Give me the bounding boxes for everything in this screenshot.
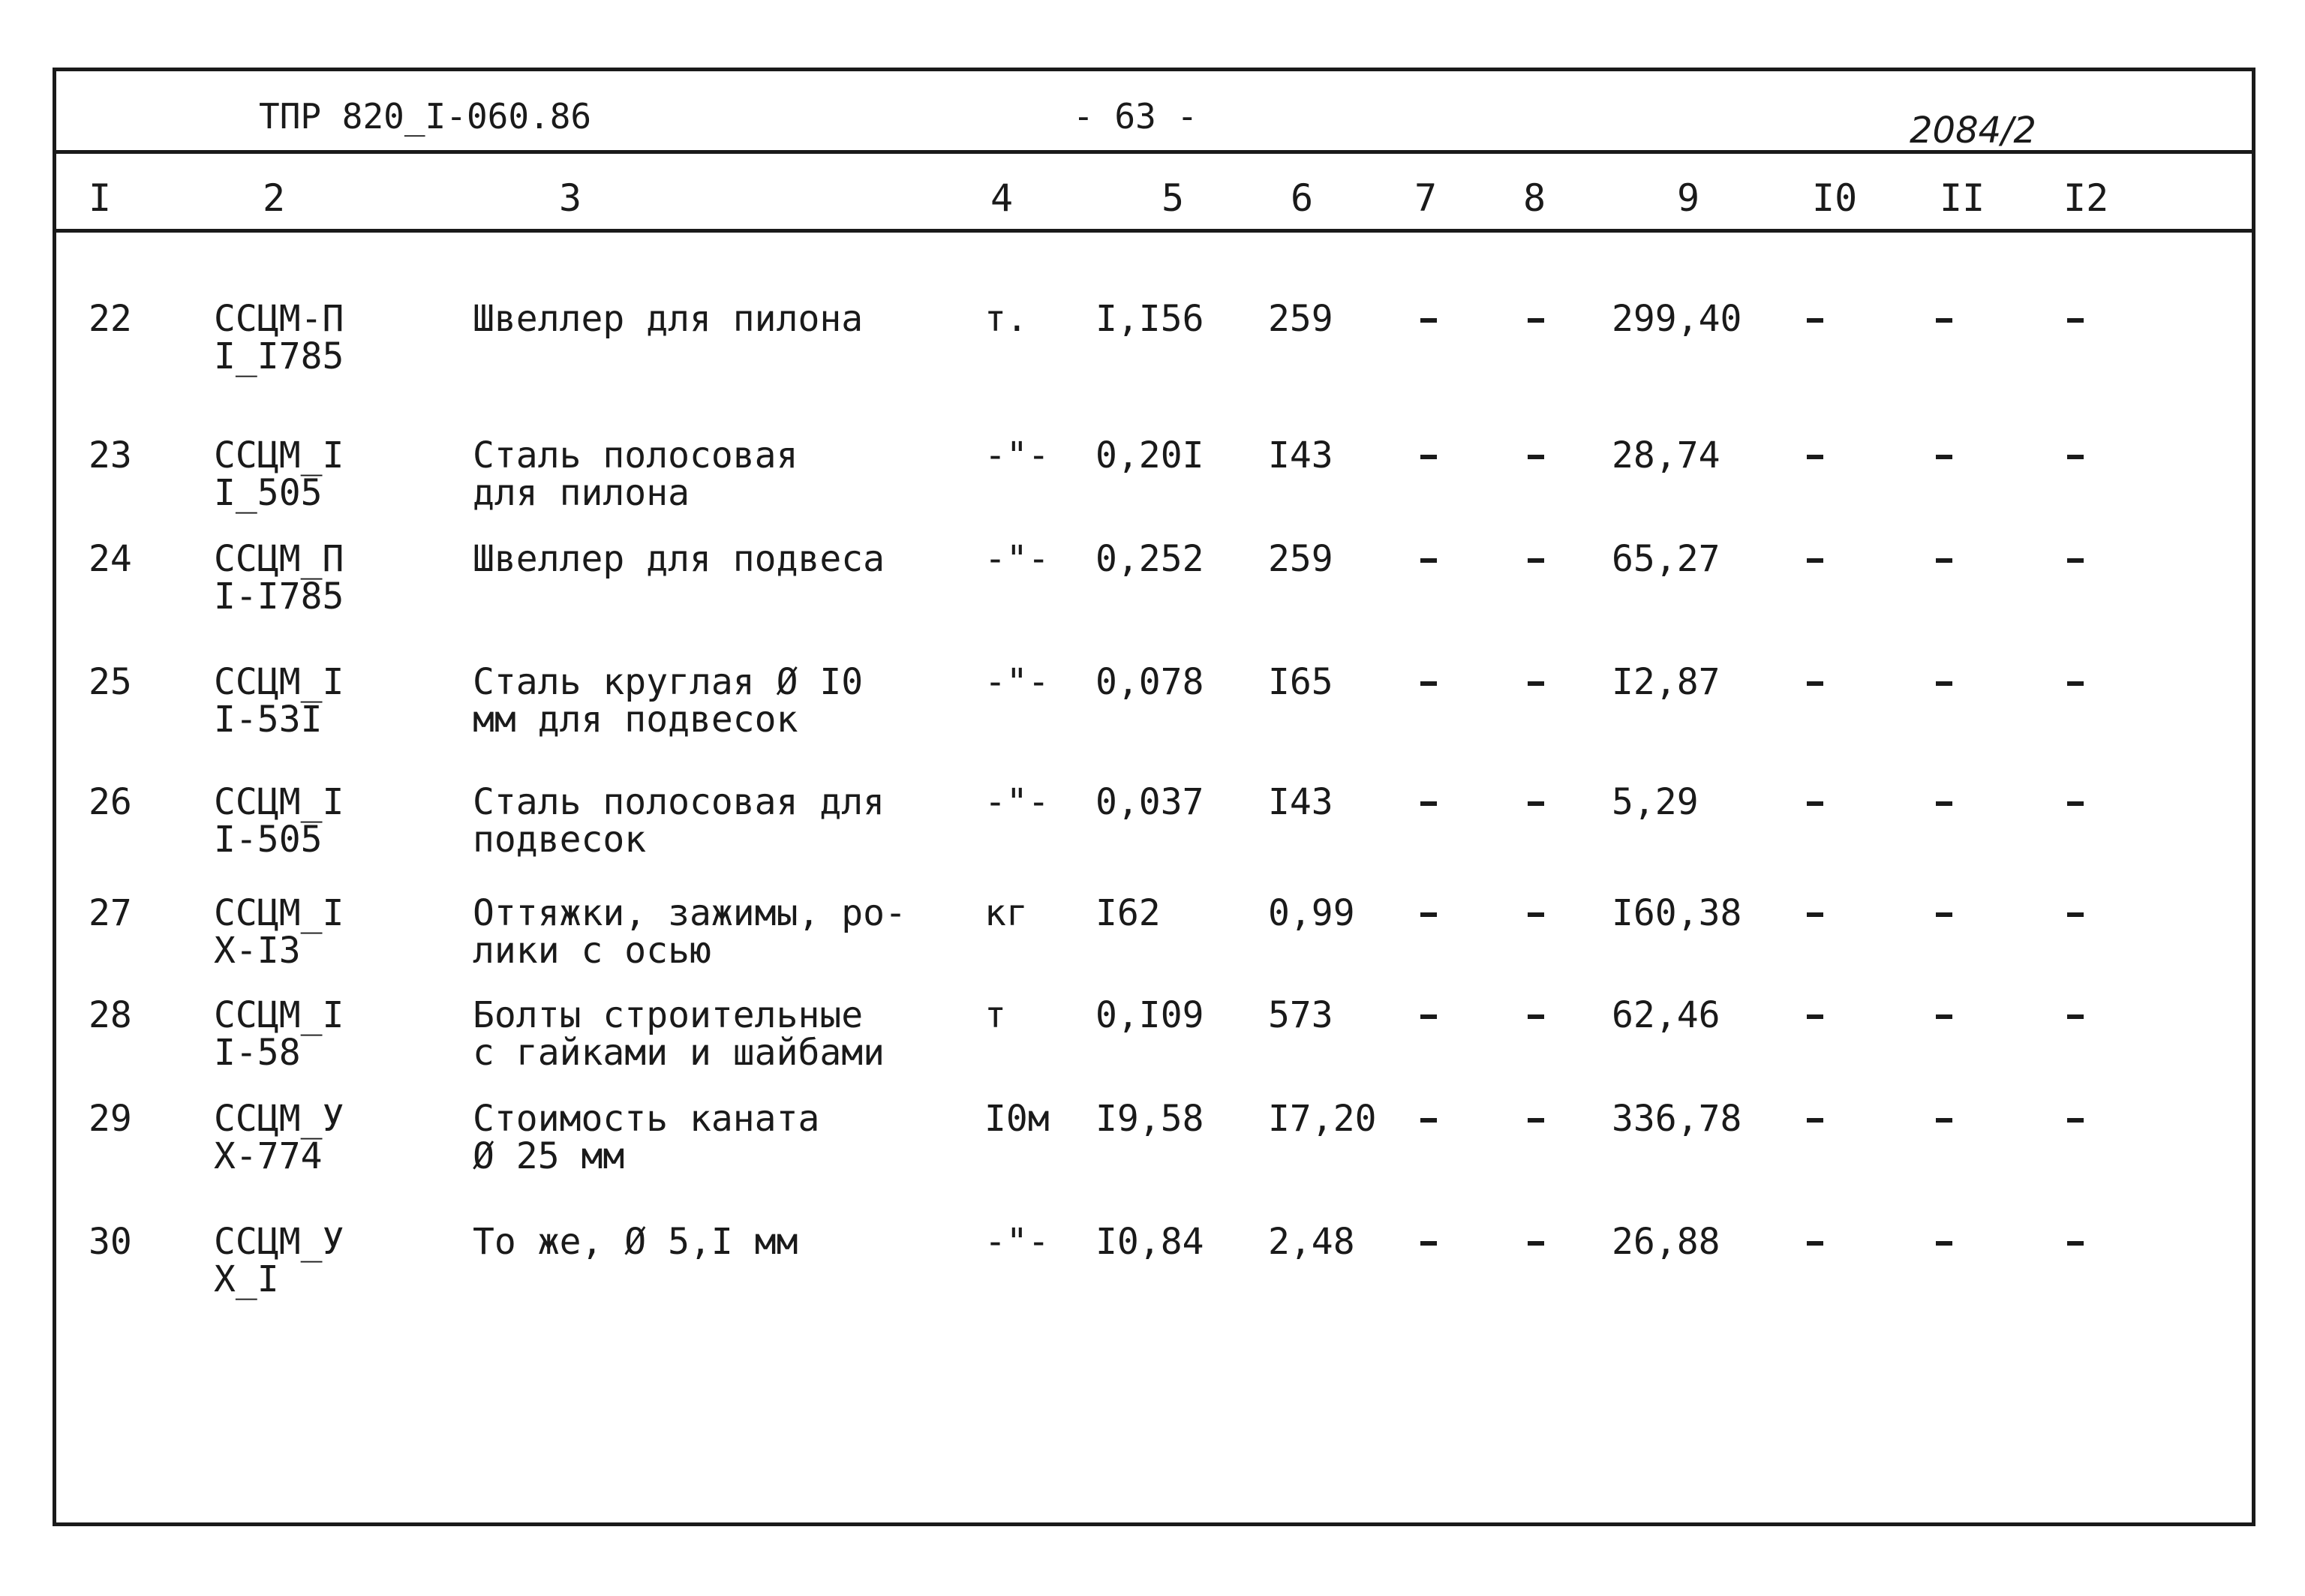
row-unit: -"- — [984, 661, 1050, 703]
row-price: I65 — [1268, 661, 1333, 703]
column-number: I — [89, 176, 112, 220]
row-name-line: Оттяжки, зажимы, ро- — [473, 892, 906, 934]
row-qty: I,I56 — [1095, 298, 1204, 340]
row-code-line: I-53I — [214, 699, 323, 741]
row-number: 25 — [89, 661, 132, 703]
empty-value-dash — [2067, 1014, 2084, 1019]
row-name-line: мм для подвесок — [473, 699, 798, 741]
column-number: II — [1940, 176, 1985, 220]
row-qty: I9,58 — [1095, 1098, 1204, 1140]
row-unit: -"- — [984, 538, 1050, 580]
row-number: 29 — [89, 1098, 132, 1140]
empty-value-dash — [1807, 558, 1823, 563]
empty-value-dash — [1807, 318, 1823, 323]
empty-value-dash — [1528, 681, 1544, 686]
row-number: 26 — [89, 781, 132, 823]
empty-value-dash — [1420, 455, 1437, 459]
row-code-line: X-I3 — [214, 930, 301, 972]
row-total: 65,27 — [1612, 538, 1720, 580]
row-total: 28,74 — [1612, 434, 1720, 476]
row-price: 2,48 — [1268, 1221, 1355, 1263]
empty-value-dash — [1807, 455, 1823, 459]
empty-value-dash — [1807, 801, 1823, 806]
empty-value-dash — [1420, 318, 1437, 323]
empty-value-dash — [1528, 1014, 1544, 1019]
sheet-number: 2084/2 — [1910, 110, 2036, 152]
empty-value-dash — [2067, 801, 2084, 806]
row-code-line: X-774 — [214, 1135, 323, 1177]
empty-value-dash — [1420, 558, 1437, 563]
row-code-line: ССЦМ_П — [214, 538, 344, 580]
empty-value-dash — [2067, 1118, 2084, 1123]
row-name-line: для пилона — [473, 472, 690, 514]
row-code — [214, 300, 344, 375]
column-number: 4 — [990, 176, 1014, 220]
row-code — [214, 538, 344, 618]
row-total: I2,87 — [1612, 661, 1720, 703]
row-total: 299,40 — [1612, 298, 1742, 340]
empty-value-dash — [1420, 1014, 1437, 1019]
row-number: 23 — [89, 434, 132, 476]
row-code-line: ССЦМ_У — [214, 1098, 344, 1140]
row-unit: -"- — [984, 1221, 1050, 1263]
row-unit: I0м — [984, 1098, 1050, 1140]
empty-value-dash — [1807, 681, 1823, 686]
row-number: 24 — [89, 538, 132, 580]
empty-value-dash — [1528, 912, 1544, 917]
empty-value-dash — [1936, 681, 1952, 686]
empty-value-dash — [1807, 912, 1823, 917]
row-number: 28 — [89, 994, 132, 1036]
row-price: I43 — [1268, 434, 1333, 476]
row-code-line: ССЦМ_I — [214, 994, 344, 1036]
row-name-line: Швеллер для пилона — [473, 298, 864, 340]
column-number: 8 — [1523, 176, 1546, 220]
row-name — [473, 434, 798, 514]
empty-value-dash — [1936, 1118, 1952, 1123]
row-number: 22 — [89, 298, 132, 340]
row-total: 26,88 — [1612, 1221, 1720, 1263]
empty-value-dash — [1807, 1118, 1823, 1123]
row-name — [473, 1223, 798, 1261]
row-name — [473, 1100, 819, 1175]
row-name-line: лики с осью — [473, 930, 711, 972]
row-code-line: ССЦМ_I — [214, 434, 344, 476]
row-code-line: ССЦМ_I — [214, 892, 344, 934]
row-name-line: Болты строительные — [473, 994, 864, 1036]
column-number: 2 — [263, 176, 286, 220]
empty-value-dash — [1936, 912, 1952, 917]
row-qty: I62 — [1095, 892, 1161, 934]
row-code-line: X_I — [214, 1258, 279, 1300]
row-price: I43 — [1268, 781, 1333, 823]
row-name-line: подвесок — [473, 819, 647, 861]
empty-value-dash — [2067, 681, 2084, 686]
row-code — [214, 996, 344, 1072]
column-number: 5 — [1162, 176, 1185, 220]
empty-value-dash — [1420, 1241, 1437, 1246]
row-price: 259 — [1268, 538, 1333, 580]
row-code-line: I-I785 — [214, 576, 344, 618]
row-total: 336,78 — [1612, 1098, 1742, 1140]
row-code — [214, 434, 344, 514]
empty-value-dash — [1420, 681, 1437, 686]
row-total: 62,46 — [1612, 994, 1720, 1036]
row-name-line: Швеллер для подвеса — [473, 538, 885, 580]
row-price: 259 — [1268, 298, 1333, 340]
row-name — [473, 540, 885, 578]
row-code — [214, 892, 344, 972]
empty-value-dash — [1528, 801, 1544, 806]
row-code — [214, 1100, 344, 1175]
row-qty: I0,84 — [1095, 1221, 1204, 1263]
row-code-line: ССЦМ_I — [214, 781, 344, 823]
document-code: ТПР 820_I-060.86 — [259, 96, 592, 137]
row-name-line: То же, Ø 5,I мм — [473, 1221, 798, 1263]
row-code-line: ССЦМ_У — [214, 1221, 344, 1263]
row-name-line: Ø 25 мм — [473, 1135, 625, 1177]
row-name — [473, 661, 864, 741]
row-code-line: ССЦМ_I — [214, 661, 344, 703]
empty-value-dash — [2067, 912, 2084, 917]
empty-value-dash — [2067, 1241, 2084, 1246]
row-name-line: Сталь полосовая для — [473, 781, 885, 823]
empty-value-dash — [1807, 1014, 1823, 1019]
row-name — [473, 892, 906, 972]
row-code — [214, 1223, 344, 1298]
empty-value-dash — [1528, 1241, 1544, 1246]
row-name-line: с гайками и шайбами — [473, 1032, 885, 1074]
row-total: I60,38 — [1612, 892, 1742, 934]
row-code — [214, 661, 344, 741]
empty-value-dash — [1420, 801, 1437, 806]
empty-value-dash — [2067, 318, 2084, 323]
empty-value-dash — [1528, 318, 1544, 323]
empty-value-dash — [1807, 1241, 1823, 1246]
row-name-line: Сталь круглая Ø I0 — [473, 661, 864, 703]
row-qty: 0,037 — [1095, 781, 1204, 823]
empty-value-dash — [1528, 558, 1544, 563]
row-unit: т. — [984, 298, 1028, 340]
empty-value-dash — [1936, 1241, 1952, 1246]
row-qty: 0,252 — [1095, 538, 1204, 580]
empty-value-dash — [1420, 1118, 1437, 1123]
empty-value-dash — [1528, 1118, 1544, 1123]
column-number: I0 — [1812, 176, 1858, 220]
column-header-divider — [53, 229, 2255, 233]
row-code — [214, 781, 344, 861]
column-number: I2 — [2063, 176, 2109, 220]
row-name — [473, 300, 863, 338]
empty-value-dash — [2067, 455, 2084, 459]
empty-value-dash — [1936, 801, 1952, 806]
row-price: 573 — [1268, 994, 1333, 1036]
empty-value-dash — [1936, 455, 1952, 459]
row-total: 5,29 — [1612, 781, 1699, 823]
empty-value-dash — [1936, 558, 1952, 563]
row-code-line: I_I785 — [214, 335, 344, 377]
row-qty: 0,20I — [1095, 434, 1204, 476]
row-code-line: ССЦМ-П — [214, 298, 344, 340]
row-qty: 0,I09 — [1095, 994, 1204, 1036]
row-code-line: I_505 — [214, 472, 323, 514]
column-number: 3 — [559, 176, 582, 220]
row-unit: -"- — [984, 434, 1050, 476]
empty-value-dash — [1420, 912, 1437, 917]
row-name-line: Стоимость каната — [473, 1098, 820, 1140]
column-number: 9 — [1677, 176, 1700, 220]
row-unit: кг — [984, 892, 1028, 934]
row-name — [473, 781, 885, 861]
row-name — [473, 996, 885, 1072]
row-number: 30 — [89, 1221, 132, 1263]
row-unit: -"- — [984, 781, 1050, 823]
empty-value-dash — [1936, 318, 1952, 323]
row-number: 27 — [89, 892, 132, 934]
row-unit: т — [984, 994, 1006, 1036]
column-number: 6 — [1291, 176, 1314, 220]
page-number: - 63 - — [1073, 96, 1198, 137]
row-code-line: I-505 — [214, 819, 323, 861]
row-code-line: I-58 — [214, 1032, 301, 1074]
empty-value-dash — [1528, 455, 1544, 459]
row-price: I7,20 — [1268, 1098, 1377, 1140]
row-price: 0,99 — [1268, 892, 1355, 934]
row-qty: 0,078 — [1095, 661, 1204, 703]
empty-value-dash — [2067, 558, 2084, 563]
column-number: 7 — [1414, 176, 1438, 220]
empty-value-dash — [1936, 1014, 1952, 1019]
row-name-line: Сталь полосовая — [473, 434, 798, 476]
